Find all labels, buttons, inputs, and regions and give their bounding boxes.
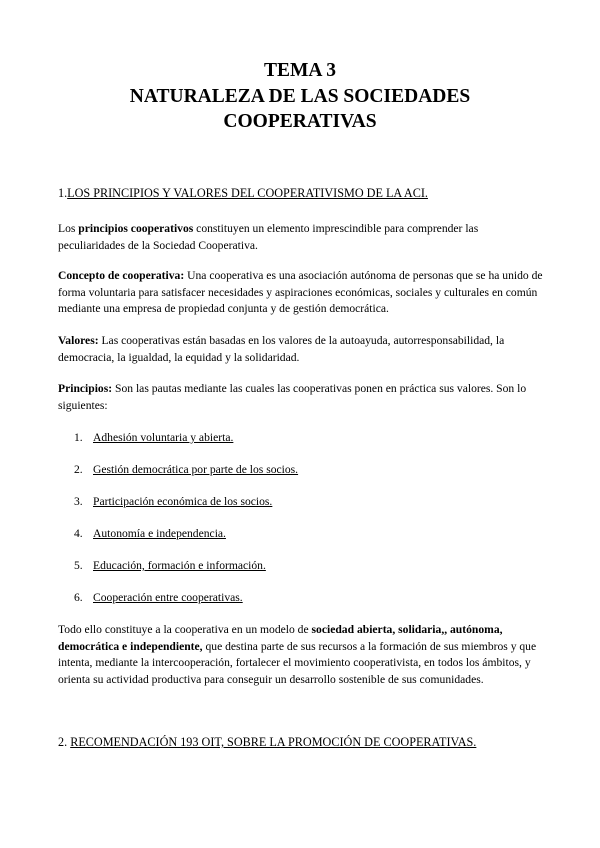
principles-paragraph — [58, 381, 544, 414]
list-item: 4. Autonomía e independencia. — [74, 527, 226, 540]
section-1-title: LOS PRINCIPIOS Y VALORES DEL COOPERATIVISMO DE LA ACI. — [67, 186, 428, 200]
intro-bold-term: principios cooperativos — [78, 222, 194, 235]
title-line-2: NATURALEZA DE LAS SOCIEDADES — [129, 85, 471, 107]
list-item: 1. Adhesión voluntaria y abierta. — [74, 431, 234, 444]
concept-text: Una cooperativa es una asociación autónoma de personas que se ha unido de forma voluntaria para satisfacer necesidades y aspiraciones económicas, sociales y culturales en común mediante una empresa de propiedad conjunta y de gestión democrática. — [58, 269, 543, 315]
section-2-number: 2. — [58, 735, 68, 749]
concept-bold-term: Concepto de cooperativa: — [58, 269, 185, 282]
summary-text-pre: Todo ello constituye a la cooperativa en un modelo de — [58, 623, 312, 636]
section-2-heading — [58, 735, 476, 750]
intro-text-pre: Los — [58, 222, 79, 235]
concept-paragraph — [58, 268, 544, 318]
list-item: 5. Educación, formación e información. — [74, 559, 266, 572]
section-2-title: RECOMENDACIÓN 193 OIT, SOBRE LA PROMOCIÓN DE COOPERATIVAS. — [70, 735, 477, 749]
title-line-3: COOPERATIVAS — [223, 111, 377, 132]
list-item: 2. Gestión democrática por parte de los socios. — [74, 463, 299, 476]
intro-text-post: constituyen un elemento imprescindible para comprender las peculiaridades de la Sociedad Cooperativa. — [58, 222, 479, 252]
values-paragraph — [58, 333, 544, 366]
summary-paragraph — [58, 622, 544, 688]
list-item: 3. Participación económica de los socios. — [74, 495, 273, 508]
document-title — [0, 58, 600, 135]
section-1-heading — [58, 186, 428, 201]
section-1-number: 1. — [58, 186, 68, 200]
title-line-1: TEMA 3 — [263, 60, 337, 81]
intro-paragraph — [58, 221, 544, 254]
principles-bold-term: Principios: — [58, 382, 113, 395]
summary-bold-terms: sociedad abierta, solidaria,, autónoma, democrática e independiente, — [58, 623, 503, 653]
values-bold-term: Valores: — [58, 334, 99, 347]
list-item: 6. Cooperación entre cooperativas. — [74, 591, 243, 604]
values-text: Las cooperativas están basadas en los valores de la autoayuda, autorresponsabilidad, la democracia, la igualdad, la equidad y la solidaridad. — [58, 334, 505, 364]
summary-text-post: que destina parte de sus recursos a la formación de sus miembros y que intenta, mediante la intercooperación, fortalecer el movimiento cooperativista, en todos los ámbitos, y orienta su actividad productiva para conseguir un desarrollo sostenible de sus comunidades. — [58, 639, 537, 686]
principles-text: Son las pautas mediante las cuales las cooperativas ponen en práctica sus valores. Son lo siguientes: — [58, 382, 527, 412]
